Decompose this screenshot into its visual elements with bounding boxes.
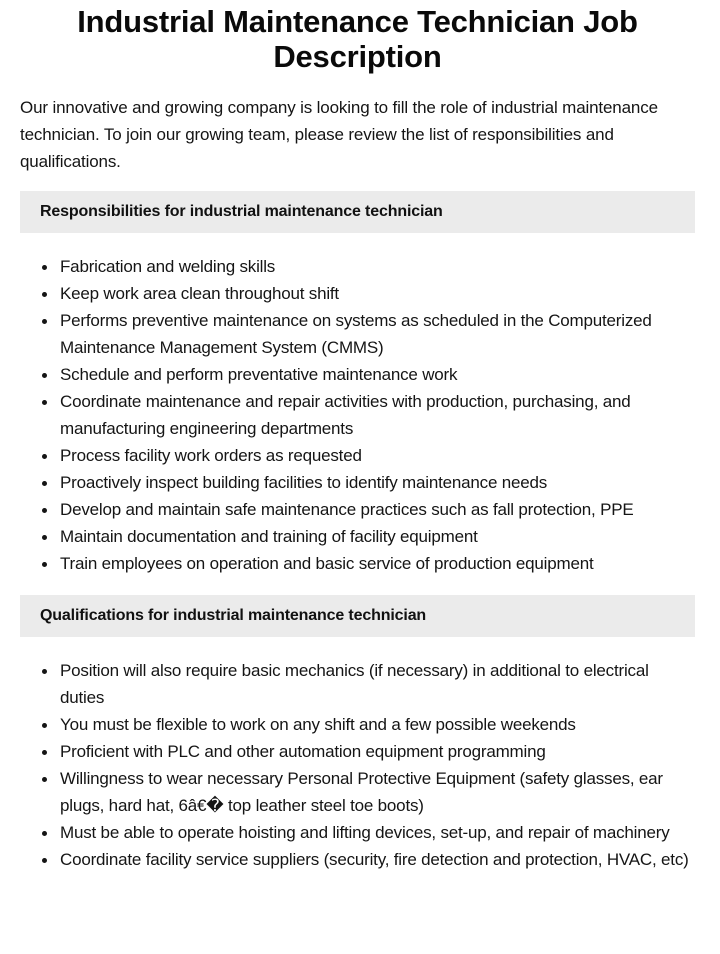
- responsibilities-header: Responsibilities for industrial maintenance technician: [20, 191, 695, 233]
- list-item: Coordinate maintenance and repair activities with production, purchasing, and manufacturing engineering departments: [60, 388, 695, 442]
- list-item: Schedule and perform preventative maintenance work: [60, 361, 695, 388]
- list-item: Proactively inspect building facilities to identify maintenance needs: [60, 469, 695, 496]
- list-item: Develop and maintain safe maintenance practices such as fall protection, PPE: [60, 496, 695, 523]
- responsibilities-list: [20, 253, 695, 577]
- list-item: Train employees on operation and basic service of production equipment: [60, 550, 695, 577]
- intro-paragraph: Our innovative and growing company is looking to fill the role of industrial maintenance technician. To join our growing team, please review the list of responsibilities and qualifications.: [20, 98, 658, 171]
- list-item: Position will also require basic mechanics (if necessary) in additional to electrical duties: [60, 657, 695, 711]
- list-item: Willingness to wear necessary Personal Protective Equipment (safety glasses, ear plugs, hard hat, 6â€� top leather steel toe boots): [60, 765, 695, 819]
- list-item: Performs preventive maintenance on systems as scheduled in the Computerized Maintenance Management System (CMMS): [60, 307, 695, 361]
- qualifications-header: Qualifications for industrial maintenance technician: [20, 595, 695, 637]
- list-item: Must be able to operate hoisting and lifting devices, set-up, and repair of machinery: [60, 819, 695, 846]
- list-item: Proficient with PLC and other automation equipment programming: [60, 738, 695, 765]
- list-item: Process facility work orders as requested: [60, 442, 695, 469]
- list-item: You must be flexible to work on any shift and a few possible weekends: [60, 711, 695, 738]
- list-item: Maintain documentation and training of facility equipment: [60, 523, 695, 550]
- page-title: Industrial Maintenance Technician Job Description: [77, 4, 638, 74]
- list-item: Fabrication and welding skills: [60, 253, 695, 280]
- list-item: Coordinate facility service suppliers (security, fire detection and protection, HVAC, etc): [60, 846, 695, 873]
- qualifications-list: [20, 657, 695, 873]
- list-item: Keep work area clean throughout shift: [60, 280, 695, 307]
